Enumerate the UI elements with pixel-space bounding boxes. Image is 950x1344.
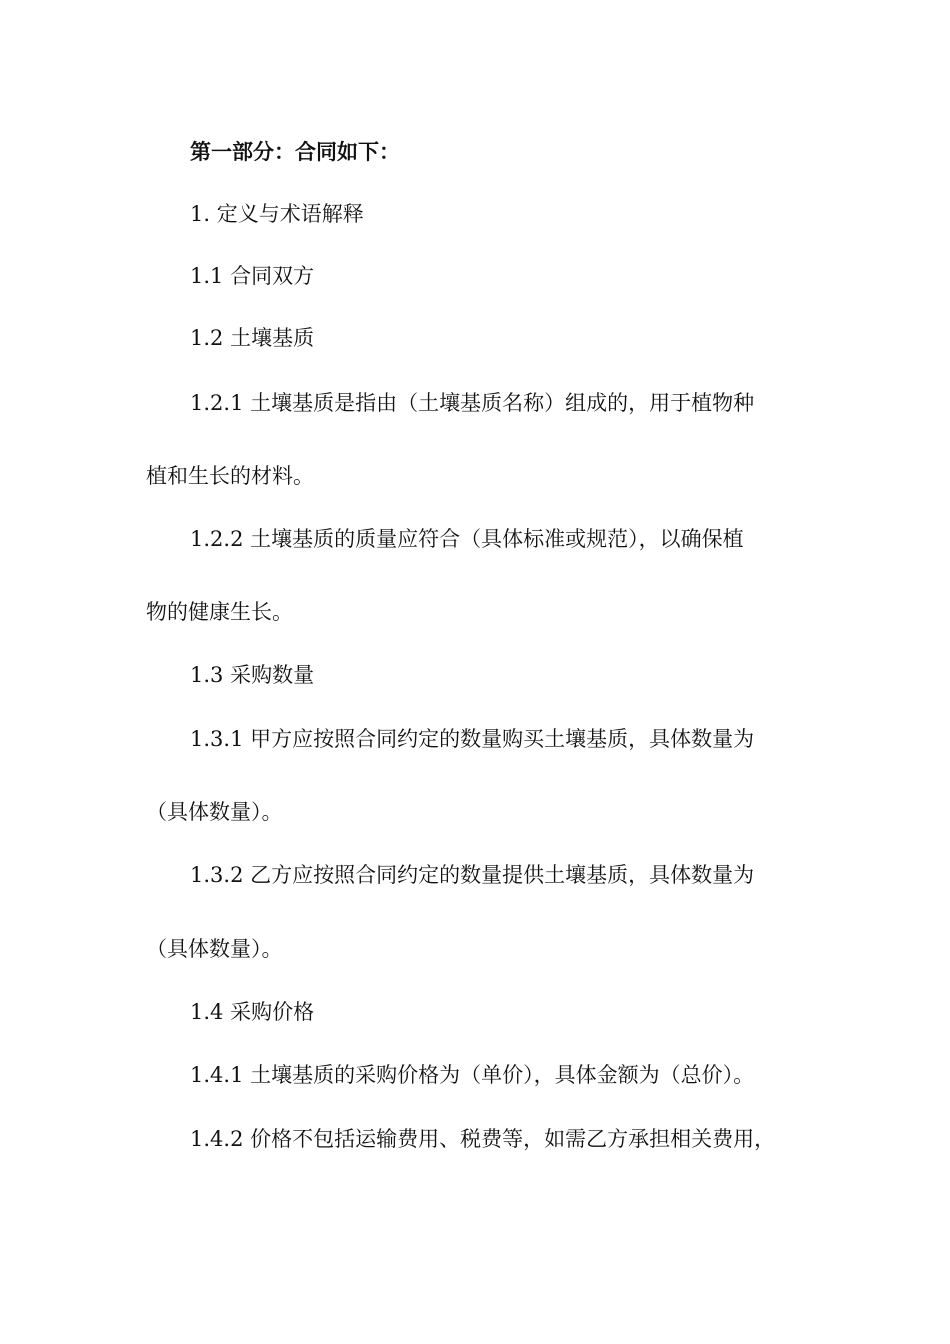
clause-1-4-2-line-1: 1.4.2 价格不包括运输费用、税费等，如需乙方承担相关费用， (190, 1127, 776, 1151)
section-1-3-title: 1.3 采购数量 (190, 663, 315, 687)
section-1-4-title: 1.4 采购价格 (190, 1000, 315, 1024)
clause-1-3-2-line-2: （具体数量）。 (146, 937, 283, 961)
clause-1-2-2-line-1: 1.2.2 土壤基质的质量应符合（具体标准或规范），以确保植 (190, 527, 744, 551)
clause-1-2-1-line-1: 1.2.1 土壤基质是指由（土壤基质名称）组成的，用于植物种 (190, 391, 755, 415)
clause-1-3-2-line-1: 1.3.2 乙方应按照合同约定的数量提供土壤基质，具体数量为 (190, 863, 755, 887)
section-1-title: 1. 定义与术语解释 (190, 202, 364, 226)
part-heading: 第一部分：合同如下： (190, 140, 400, 164)
clause-1-4-1: 1.4.1 土壤基质的采购价格为（单价），具体金额为（总价）。 (190, 1063, 755, 1087)
clause-1-3-1-line-2: （具体数量）。 (146, 800, 283, 824)
section-1-1-title: 1.1 合同双方 (190, 264, 315, 288)
clause-1-3-1-line-1: 1.3.1 甲方应按照合同约定的数量购买土壤基质，具体数量为 (190, 727, 755, 751)
clause-1-2-2-line-2: 物的健康生长。 (146, 600, 293, 624)
section-1-2-title: 1.2 土壤基质 (190, 326, 315, 350)
clause-1-2-1-line-2: 植和生长的材料。 (146, 464, 314, 488)
